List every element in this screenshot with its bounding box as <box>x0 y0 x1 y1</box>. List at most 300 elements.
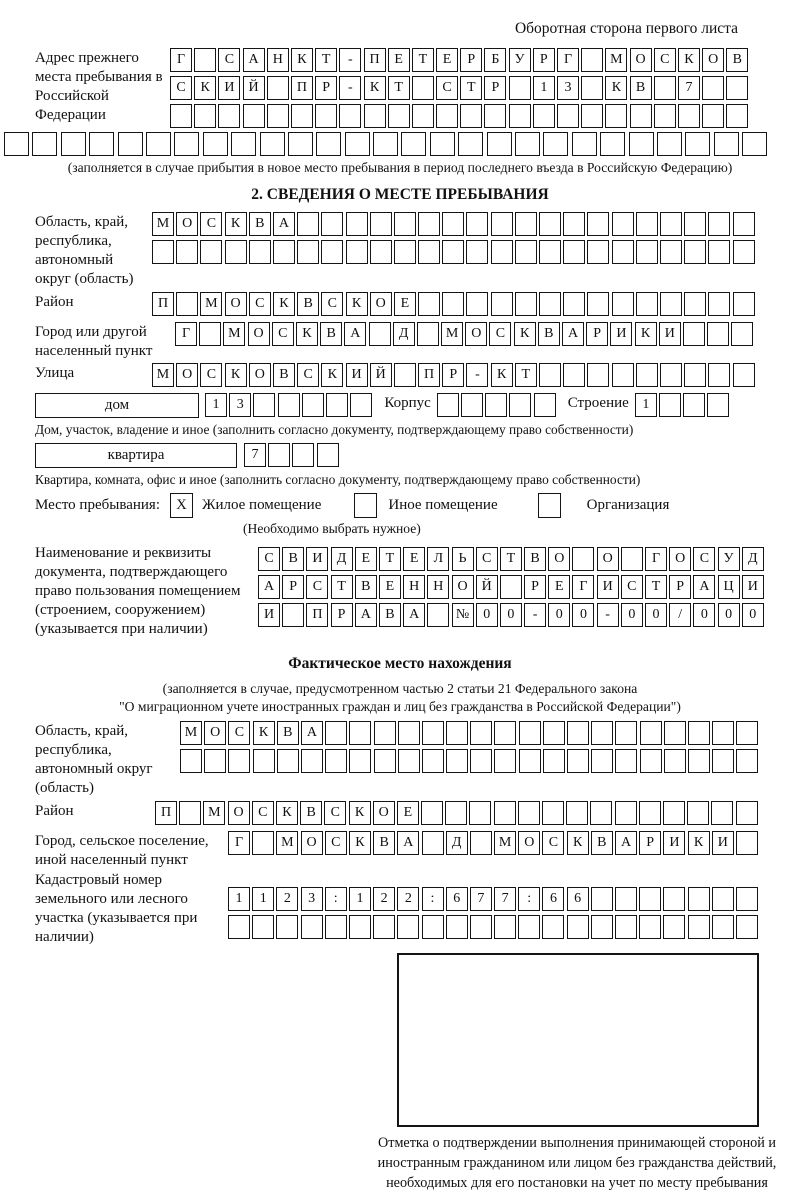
char-cell[interactable]: В <box>320 322 342 346</box>
char-cell[interactable]: М <box>180 721 202 745</box>
char-cell[interactable] <box>591 915 613 939</box>
char-cell[interactable]: К <box>349 801 371 825</box>
char-cell[interactable]: В <box>249 212 271 236</box>
char-cell[interactable] <box>194 104 216 128</box>
char-cell[interactable]: : <box>325 887 347 911</box>
char-cell[interactable] <box>587 292 609 316</box>
char-cell[interactable] <box>630 104 652 128</box>
char-cell[interactable] <box>683 322 705 346</box>
char-cell[interactable] <box>519 749 541 773</box>
char-cell[interactable] <box>418 240 440 264</box>
char-cell[interactable]: 7 <box>470 887 492 911</box>
char-cell[interactable]: № <box>452 603 474 627</box>
char-cell[interactable]: К <box>253 721 275 745</box>
char-cell[interactable]: В <box>524 547 546 571</box>
char-cell[interactable] <box>657 132 682 156</box>
char-cell[interactable] <box>346 240 368 264</box>
char-cell[interactable] <box>515 292 537 316</box>
char-cell[interactable]: И <box>712 831 734 855</box>
char-cell[interactable] <box>4 132 29 156</box>
char-cell[interactable] <box>563 363 585 387</box>
char-cell[interactable]: У <box>718 547 740 571</box>
char-cell[interactable] <box>394 212 416 236</box>
char-cell[interactable] <box>640 749 662 773</box>
char-cell[interactable]: С <box>693 547 715 571</box>
char-cell[interactable] <box>174 132 199 156</box>
char-cell[interactable]: П <box>418 363 440 387</box>
char-cell[interactable] <box>231 132 256 156</box>
char-cell[interactable]: М <box>494 831 516 855</box>
char-cell[interactable] <box>225 240 247 264</box>
char-cell[interactable] <box>179 801 201 825</box>
char-cell[interactable] <box>591 749 613 773</box>
char-cell[interactable] <box>663 801 685 825</box>
char-cell[interactable] <box>315 104 337 128</box>
char-cell[interactable]: С <box>249 292 271 316</box>
char-cell[interactable]: - <box>466 363 488 387</box>
char-cell[interactable]: : <box>518 887 540 911</box>
char-cell[interactable] <box>346 212 368 236</box>
char-cell[interactable]: К <box>194 76 216 100</box>
char-cell[interactable] <box>218 104 240 128</box>
char-cell[interactable]: Г <box>572 575 594 599</box>
char-cell[interactable] <box>445 801 467 825</box>
char-cell[interactable] <box>733 363 755 387</box>
char-cell[interactable] <box>301 749 323 773</box>
char-cell[interactable] <box>267 76 289 100</box>
char-cell[interactable]: 0 <box>621 603 643 627</box>
char-cell[interactable] <box>388 104 410 128</box>
char-cell[interactable]: 3 <box>301 887 323 911</box>
char-cell[interactable]: О <box>702 48 724 72</box>
char-cell[interactable]: М <box>441 322 463 346</box>
char-cell[interactable] <box>417 322 439 346</box>
char-cell[interactable]: К <box>276 801 298 825</box>
char-cell[interactable] <box>707 393 729 417</box>
char-cell[interactable]: 6 <box>542 887 564 911</box>
char-cell[interactable]: И <box>610 322 632 346</box>
char-cell[interactable] <box>567 915 589 939</box>
char-cell[interactable]: К <box>491 363 513 387</box>
char-cell[interactable]: К <box>225 363 247 387</box>
char-cell[interactable] <box>487 132 512 156</box>
char-cell[interactable] <box>731 322 753 346</box>
char-cell[interactable] <box>539 212 561 236</box>
char-cell[interactable] <box>663 915 685 939</box>
char-cell[interactable] <box>118 132 143 156</box>
char-cell[interactable]: В <box>630 76 652 100</box>
char-cell[interactable] <box>277 749 299 773</box>
char-cell[interactable]: С <box>476 547 498 571</box>
char-cell[interactable]: 1 <box>349 887 371 911</box>
char-cell[interactable]: М <box>200 292 222 316</box>
char-cell[interactable] <box>442 212 464 236</box>
char-cell[interactable]: Т <box>315 48 337 72</box>
char-cell[interactable] <box>636 240 658 264</box>
char-cell[interactable] <box>542 801 564 825</box>
char-cell[interactable]: О <box>176 363 198 387</box>
char-cell[interactable] <box>491 212 513 236</box>
char-cell[interactable] <box>152 240 174 264</box>
char-cell[interactable] <box>733 240 755 264</box>
char-cell[interactable]: 7 <box>494 887 516 911</box>
char-cell[interactable] <box>587 363 609 387</box>
char-cell[interactable] <box>707 322 729 346</box>
char-cell[interactable] <box>678 104 700 128</box>
char-cell[interactable]: Т <box>500 547 522 571</box>
char-cell[interactable] <box>515 132 540 156</box>
char-cell[interactable] <box>412 76 434 100</box>
char-cell[interactable] <box>712 915 734 939</box>
char-cell[interactable] <box>711 801 733 825</box>
char-cell[interactable] <box>543 749 565 773</box>
char-cell[interactable] <box>466 240 488 264</box>
char-cell[interactable] <box>736 749 758 773</box>
char-cell[interactable] <box>491 240 513 264</box>
char-cell[interactable]: Р <box>586 322 608 346</box>
char-cell[interactable]: В <box>355 575 377 599</box>
char-cell[interactable] <box>485 393 507 417</box>
stay-option-other-checkbox[interactable] <box>354 493 377 518</box>
char-cell[interactable] <box>612 292 634 316</box>
char-cell[interactable] <box>170 104 192 128</box>
char-cell[interactable]: К <box>635 322 657 346</box>
char-cell[interactable]: К <box>349 831 371 855</box>
char-cell[interactable]: К <box>291 48 313 72</box>
char-cell[interactable] <box>733 292 755 316</box>
char-cell[interactable]: М <box>152 363 174 387</box>
char-cell[interactable]: Н <box>403 575 425 599</box>
char-cell[interactable] <box>276 915 298 939</box>
char-cell[interactable] <box>401 132 426 156</box>
char-cell[interactable] <box>494 749 516 773</box>
char-cell[interactable] <box>702 76 724 100</box>
char-cell[interactable]: И <box>663 831 685 855</box>
char-cell[interactable] <box>519 721 541 745</box>
char-cell[interactable] <box>664 749 686 773</box>
char-cell[interactable] <box>291 104 313 128</box>
char-cell[interactable] <box>418 212 440 236</box>
char-cell[interactable] <box>557 104 579 128</box>
char-cell[interactable]: : <box>422 887 444 911</box>
char-cell[interactable]: 0 <box>572 603 594 627</box>
char-cell[interactable] <box>228 749 250 773</box>
char-cell[interactable] <box>422 915 444 939</box>
char-cell[interactable]: Р <box>669 575 691 599</box>
char-cell[interactable] <box>639 801 661 825</box>
char-cell[interactable]: О <box>249 363 271 387</box>
char-cell[interactable]: Т <box>388 76 410 100</box>
char-cell[interactable]: 2 <box>397 887 419 911</box>
char-cell[interactable] <box>176 240 198 264</box>
char-cell[interactable]: Е <box>388 48 410 72</box>
char-cell[interactable]: В <box>373 831 395 855</box>
char-cell[interactable] <box>688 721 710 745</box>
char-cell[interactable]: Р <box>484 76 506 100</box>
char-cell[interactable]: С <box>324 801 346 825</box>
char-cell[interactable] <box>654 76 676 100</box>
char-cell[interactable]: А <box>562 322 584 346</box>
char-cell[interactable] <box>518 915 540 939</box>
char-cell[interactable]: К <box>346 292 368 316</box>
char-cell[interactable]: С <box>489 322 511 346</box>
char-cell[interactable] <box>572 132 597 156</box>
char-cell[interactable] <box>470 831 492 855</box>
char-cell[interactable]: С <box>321 292 343 316</box>
char-cell[interactable] <box>370 212 392 236</box>
char-cell[interactable]: И <box>597 575 619 599</box>
char-cell[interactable] <box>373 132 398 156</box>
char-cell[interactable] <box>509 76 531 100</box>
char-cell[interactable] <box>659 393 681 417</box>
char-cell[interactable] <box>326 393 348 417</box>
char-cell[interactable]: К <box>514 322 536 346</box>
char-cell[interactable] <box>301 915 323 939</box>
char-cell[interactable]: К <box>273 292 295 316</box>
char-cell[interactable] <box>615 721 637 745</box>
char-cell[interactable]: О <box>204 721 226 745</box>
char-cell[interactable] <box>533 104 555 128</box>
char-cell[interactable]: 7 <box>678 76 700 100</box>
char-cell[interactable]: М <box>223 322 245 346</box>
char-cell[interactable] <box>494 801 516 825</box>
char-cell[interactable] <box>539 363 561 387</box>
char-cell[interactable] <box>660 240 682 264</box>
char-cell[interactable]: 1 <box>205 393 227 417</box>
char-cell[interactable]: Д <box>393 322 415 346</box>
char-cell[interactable] <box>515 212 537 236</box>
char-cell[interactable] <box>494 721 516 745</box>
char-cell[interactable]: 0 <box>693 603 715 627</box>
char-cell[interactable]: И <box>306 547 328 571</box>
char-cell[interactable]: Р <box>282 575 304 599</box>
char-cell[interactable] <box>563 292 585 316</box>
char-cell[interactable] <box>684 212 706 236</box>
char-cell[interactable]: - <box>339 76 361 100</box>
char-cell[interactable] <box>398 749 420 773</box>
char-cell[interactable]: Г <box>645 547 667 571</box>
char-cell[interactable]: 2 <box>276 887 298 911</box>
char-cell[interactable] <box>288 132 313 156</box>
char-cell[interactable] <box>470 915 492 939</box>
char-cell[interactable] <box>572 547 594 571</box>
char-cell[interactable] <box>302 393 324 417</box>
char-cell[interactable] <box>32 132 57 156</box>
char-cell[interactable]: И <box>346 363 368 387</box>
char-cell[interactable]: Б <box>484 48 506 72</box>
char-cell[interactable]: Е <box>397 801 419 825</box>
char-cell[interactable]: Т <box>379 547 401 571</box>
char-cell[interactable]: Е <box>355 547 377 571</box>
char-cell[interactable] <box>684 292 706 316</box>
char-cell[interactable] <box>437 393 459 417</box>
char-cell[interactable] <box>660 212 682 236</box>
char-cell[interactable] <box>566 801 588 825</box>
char-cell[interactable]: В <box>282 547 304 571</box>
char-cell[interactable] <box>249 240 271 264</box>
char-cell[interactable] <box>639 915 661 939</box>
char-cell[interactable] <box>61 132 86 156</box>
char-cell[interactable]: А <box>693 575 715 599</box>
char-cell[interactable] <box>364 104 386 128</box>
char-cell[interactable]: С <box>272 322 294 346</box>
char-cell[interactable]: Т <box>331 575 353 599</box>
char-cell[interactable]: Р <box>315 76 337 100</box>
char-cell[interactable] <box>491 292 513 316</box>
char-cell[interactable] <box>436 104 458 128</box>
char-cell[interactable]: В <box>591 831 613 855</box>
char-cell[interactable]: М <box>276 831 298 855</box>
char-cell[interactable] <box>176 292 198 316</box>
char-cell[interactable] <box>228 915 250 939</box>
char-cell[interactable]: С <box>542 831 564 855</box>
char-cell[interactable]: О <box>373 801 395 825</box>
char-cell[interactable]: Ц <box>718 575 740 599</box>
char-cell[interactable] <box>282 603 304 627</box>
char-cell[interactable] <box>615 887 637 911</box>
char-cell[interactable]: С <box>200 212 222 236</box>
char-cell[interactable] <box>660 363 682 387</box>
char-cell[interactable] <box>587 212 609 236</box>
char-cell[interactable]: О <box>370 292 392 316</box>
char-cell[interactable] <box>612 212 634 236</box>
char-cell[interactable]: О <box>548 547 570 571</box>
char-cell[interactable] <box>349 749 371 773</box>
char-cell[interactable] <box>297 240 319 264</box>
char-cell[interactable] <box>612 240 634 264</box>
char-cell[interactable] <box>260 132 285 156</box>
char-cell[interactable] <box>350 393 372 417</box>
char-cell[interactable]: Р <box>460 48 482 72</box>
char-cell[interactable]: С <box>436 76 458 100</box>
char-cell[interactable] <box>252 915 274 939</box>
char-cell[interactable] <box>684 240 706 264</box>
char-cell[interactable] <box>581 48 603 72</box>
char-cell[interactable] <box>278 393 300 417</box>
char-cell[interactable]: И <box>659 322 681 346</box>
char-cell[interactable] <box>89 132 114 156</box>
char-cell[interactable] <box>466 292 488 316</box>
char-cell[interactable]: П <box>291 76 313 100</box>
char-cell[interactable] <box>612 363 634 387</box>
char-cell[interactable]: 0 <box>645 603 667 627</box>
char-cell[interactable]: 0 <box>742 603 764 627</box>
char-cell[interactable] <box>203 132 228 156</box>
char-cell[interactable]: Е <box>403 547 425 571</box>
char-cell[interactable]: Е <box>436 48 458 72</box>
char-cell[interactable] <box>687 801 709 825</box>
char-cell[interactable] <box>567 721 589 745</box>
char-cell[interactable] <box>446 915 468 939</box>
char-cell[interactable] <box>394 240 416 264</box>
char-cell[interactable] <box>539 240 561 264</box>
char-cell[interactable]: С <box>621 575 643 599</box>
char-cell[interactable]: 6 <box>567 887 589 911</box>
char-cell[interactable] <box>321 240 343 264</box>
char-cell[interactable] <box>640 721 662 745</box>
char-cell[interactable]: 7 <box>244 443 266 467</box>
char-cell[interactable]: У <box>509 48 531 72</box>
char-cell[interactable] <box>591 721 613 745</box>
char-cell[interactable] <box>243 104 265 128</box>
char-cell[interactable] <box>446 721 468 745</box>
char-cell[interactable]: В <box>538 322 560 346</box>
char-cell[interactable] <box>542 915 564 939</box>
char-cell[interactable]: А <box>301 721 323 745</box>
char-cell[interactable] <box>615 915 637 939</box>
char-cell[interactable] <box>615 801 637 825</box>
char-cell[interactable] <box>422 721 444 745</box>
char-cell[interactable]: О <box>176 212 198 236</box>
char-cell[interactable]: В <box>277 721 299 745</box>
char-cell[interactable]: 3 <box>557 76 579 100</box>
char-cell[interactable]: Й <box>243 76 265 100</box>
char-cell[interactable] <box>349 721 371 745</box>
char-cell[interactable] <box>712 721 734 745</box>
char-cell[interactable] <box>252 831 274 855</box>
char-cell[interactable]: 1 <box>252 887 274 911</box>
char-cell[interactable] <box>742 132 767 156</box>
char-cell[interactable] <box>688 887 710 911</box>
char-cell[interactable]: С <box>325 831 347 855</box>
char-cell[interactable]: А <box>243 48 265 72</box>
char-cell[interactable]: Д <box>742 547 764 571</box>
char-cell[interactable] <box>427 603 449 627</box>
char-cell[interactable]: А <box>258 575 280 599</box>
char-cell[interactable] <box>460 104 482 128</box>
char-cell[interactable]: К <box>364 76 386 100</box>
char-cell[interactable]: Р <box>533 48 555 72</box>
char-cell[interactable] <box>683 393 705 417</box>
char-cell[interactable] <box>636 363 658 387</box>
char-cell[interactable]: А <box>403 603 425 627</box>
char-cell[interactable] <box>591 887 613 911</box>
char-cell[interactable]: О <box>452 575 474 599</box>
char-cell[interactable] <box>268 443 290 467</box>
char-cell[interactable]: Т <box>412 48 434 72</box>
char-cell[interactable] <box>702 104 724 128</box>
char-cell[interactable]: К <box>321 363 343 387</box>
char-cell[interactable]: 6 <box>446 887 468 911</box>
char-cell[interactable] <box>422 749 444 773</box>
char-cell[interactable]: Г <box>170 48 192 72</box>
char-cell[interactable]: Д <box>331 547 353 571</box>
char-cell[interactable] <box>708 240 730 264</box>
char-cell[interactable]: И <box>218 76 240 100</box>
char-cell[interactable]: Р <box>524 575 546 599</box>
char-cell[interactable]: П <box>152 292 174 316</box>
char-cell[interactable]: 0 <box>548 603 570 627</box>
char-cell[interactable] <box>567 749 589 773</box>
char-cell[interactable] <box>325 721 347 745</box>
char-cell[interactable] <box>736 887 758 911</box>
char-cell[interactable]: Й <box>370 363 392 387</box>
char-cell[interactable] <box>664 721 686 745</box>
char-cell[interactable] <box>458 132 483 156</box>
char-cell[interactable] <box>543 132 568 156</box>
char-cell[interactable] <box>708 212 730 236</box>
char-cell[interactable] <box>663 887 685 911</box>
char-cell[interactable] <box>685 132 710 156</box>
char-cell[interactable] <box>509 104 531 128</box>
char-cell[interactable] <box>470 721 492 745</box>
char-cell[interactable] <box>660 292 682 316</box>
char-cell[interactable] <box>736 915 758 939</box>
char-cell[interactable]: О <box>518 831 540 855</box>
char-cell[interactable]: М <box>203 801 225 825</box>
char-cell[interactable] <box>267 104 289 128</box>
char-cell[interactable]: 3 <box>229 393 251 417</box>
